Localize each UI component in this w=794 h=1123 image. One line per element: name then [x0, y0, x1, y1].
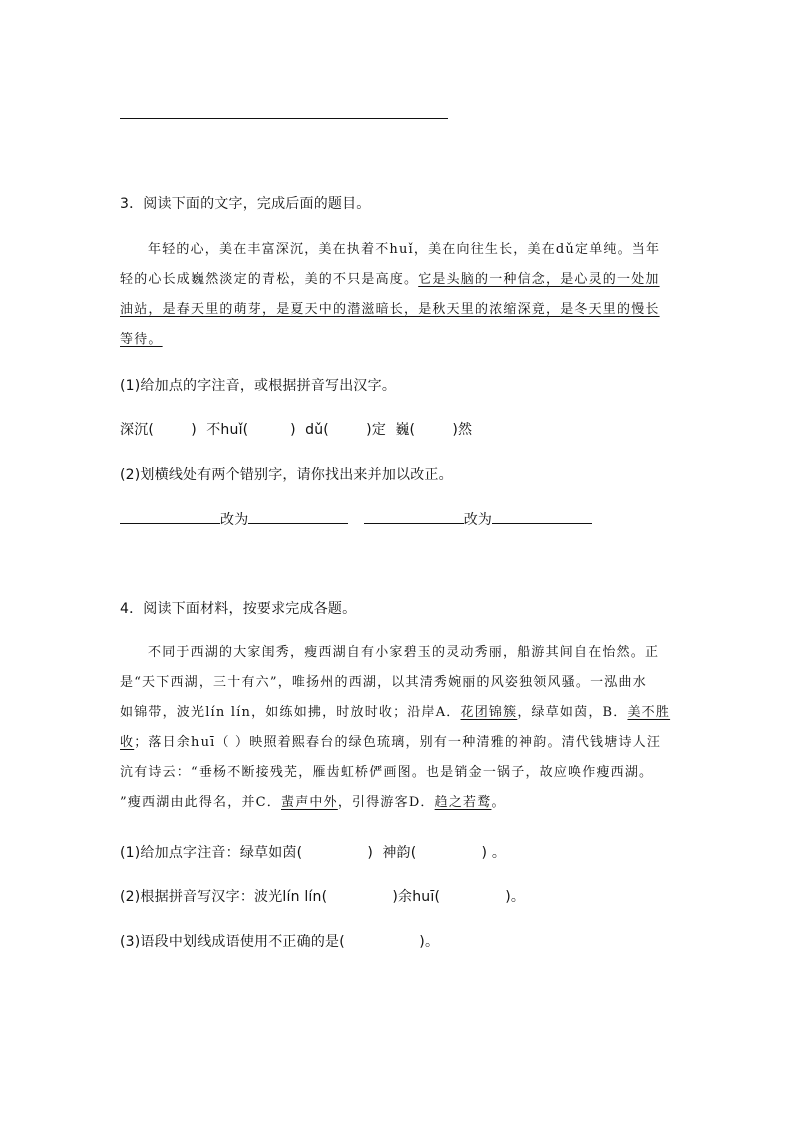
- q4-text: 。: [491, 795, 506, 810]
- q4-passage-line-6: [120, 791, 506, 810]
- q4-text: 如锦带，波光lín lín，如练如拂，时放时收；沿岸A．: [120, 705, 461, 720]
- q4-passage-line-1: 不同于西湖的大家闺秀，瘦西湖自有小家碧玉的灵动秀丽，船游其间自在怡然。正: [148, 645, 660, 660]
- q3-passage-line-3: 油站，是春天里的萌芽，是夏天中的潜滋暗长，是秋天里的浓缩深竟，是冬天里的慢长: [120, 302, 660, 317]
- q4-text: ；落日余huī（ ）映照着熙春台的绿色琉璃，别有一种清雅的神韵。清代钱塘诗人汪: [134, 735, 662, 750]
- answer-blank[interactable]: [364, 509, 464, 524]
- q3-underlined-text: 它是头脑的一种信念，是心灵的一处加: [418, 272, 660, 287]
- q3-sub1: (1)给加点的字注音，或根据拼音写出汉字。: [120, 378, 397, 394]
- answer-blank[interactable]: [120, 509, 220, 524]
- q4-sub1: (1)给加点字注音：绿草如茵( ) 神韵( ) 。: [120, 845, 507, 861]
- q4-text: ”瘦西湖由此得名，并C．: [120, 795, 281, 810]
- q4-sub2: (2)根据拼音写汉字：波光lín lín( )余huī( )。: [120, 889, 526, 905]
- q3-passage-line-2: [120, 268, 660, 287]
- idiom-c: 蜚声中外: [281, 795, 338, 810]
- idiom-a: 花团锦簇: [460, 705, 518, 720]
- change-label: 改为: [463, 512, 493, 528]
- q4-sub3: (3)语段中划线成语使用不正确的是( )。: [120, 934, 440, 950]
- q3-sub1-items: 深沉( ) 不huǐ( ) dǔ( )定 巍( )然: [120, 422, 473, 438]
- q3-passage-line-4: 等待。: [120, 332, 163, 347]
- q4-text: ，绿草如茵，B．: [517, 705, 628, 720]
- q4-text: ，引得游客D．: [337, 795, 435, 810]
- q4-passage-line-2: 是“天下西湖，三十有六”，唯扬州的西湖，以其清秀婉丽的风姿独领风骚。一泓曲水: [120, 675, 647, 690]
- q3-passage-text: 轻的心长成巍然淡定的青松，美的不只是高度。: [120, 272, 419, 287]
- idiom-d: 趋之若鹜: [434, 795, 492, 810]
- q4-heading: 4．阅读下面材料，按要求完成各题。: [120, 601, 357, 617]
- change-label: 改为: [220, 512, 249, 528]
- idiom-b: 美不胜: [627, 705, 671, 720]
- q4-passage-line-4: [120, 731, 661, 750]
- answer-blank[interactable]: [248, 509, 348, 524]
- answer-blank[interactable]: [492, 509, 592, 524]
- q3-passage-line-1: 年轻的心，美在丰富深沉，美在执着不huǐ，美在向往生长，美在dǔ定单纯。当年: [148, 242, 661, 257]
- q3-correction-row: [120, 509, 592, 529]
- q3-heading: 3．阅读下面的文字，完成后面的题目。: [120, 196, 371, 212]
- q4-passage-line-5: 沆有诗云：“垂杨不断接残芜，雁齿虹桥俨画图。也是销金一锅子，故应唤作瘦西湖。: [120, 765, 654, 780]
- answer-line: [120, 118, 448, 119]
- q4-passage-line-3: [120, 701, 670, 720]
- idiom-b-end: 收: [120, 735, 135, 750]
- q3-sub2: (2)划横线处有两个错别字，请你找出来并加以改正。: [120, 467, 453, 483]
